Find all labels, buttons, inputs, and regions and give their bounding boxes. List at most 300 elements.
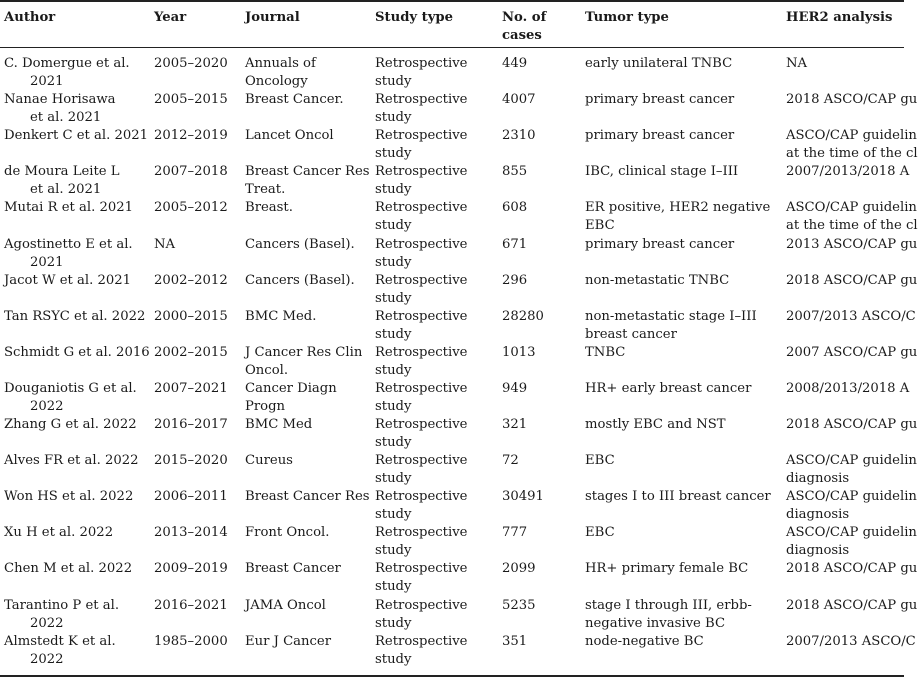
her2-analysis-cell-line: 2013 ASCO/CAP gu: [786, 236, 918, 252]
cases-cell-line: 671: [502, 236, 528, 252]
journal-cell: [245, 488, 370, 506]
her2-analysis-cell: [786, 199, 918, 235]
tumor-type-cell: [585, 91, 734, 109]
year-cell-line: 2015–2020: [154, 453, 228, 469]
cases-cell-line: 30491: [502, 489, 544, 505]
her2-analysis-cell: [786, 91, 917, 109]
tumor-type-cell-line: node-negative BC: [585, 633, 704, 649]
year-cell-line: 2005–2020: [154, 56, 228, 71]
journal-cell-line: Oncol.: [245, 362, 289, 378]
year-cell-line: 1985–2000: [154, 633, 228, 649]
study-type-cell-line: study: [375, 74, 412, 89]
cases-cell: [502, 633, 527, 651]
tumor-type-cell-line: stages I to III breast cancer: [585, 489, 771, 505]
study-type-cell-line: Retrospective: [375, 561, 468, 577]
study-type-cell: [375, 199, 467, 235]
her2-analysis-cell-line: at the time of the cl: [786, 218, 918, 234]
year-cell: [154, 560, 228, 578]
tumor-type-cell-line: mostly EBC and NST: [585, 417, 726, 432]
study-type-cell: [375, 236, 467, 272]
table-row: [0, 416, 918, 452]
author-cell-line: Almstedt K et al.: [4, 633, 116, 649]
year-cell-line: 2002–2012: [154, 272, 228, 288]
year-cell: [154, 199, 228, 217]
tumor-type-cell-line: primary breast cancer: [585, 128, 735, 144]
tumor-type-cell-line: non-metastatic stage I–III: [585, 308, 757, 324]
year-cell: [154, 344, 228, 362]
study-type-cell-line: Retrospective: [375, 164, 468, 180]
tumor-type-cell-line: breast cancer: [585, 326, 677, 342]
journal-cell: [245, 597, 326, 615]
year-cell: [154, 272, 228, 290]
year-cell-line: 2005–2015: [154, 92, 228, 108]
study-type-cell-line: Retrospective: [375, 128, 468, 144]
journal-cell-line: Breast Cancer: [245, 561, 341, 577]
table-row: [0, 308, 916, 344]
journal-cell-line: Cancer Diagn: [245, 380, 337, 396]
year-cell: [154, 163, 228, 181]
author-cell-line: Douganiotis G et al.: [4, 380, 137, 396]
author-cell: [4, 380, 137, 416]
tumor-type-cell: [585, 633, 704, 651]
journal-cell-line: Cancers (Basel).: [245, 272, 355, 288]
header-tumor-type: Tumor type: [585, 10, 669, 25]
her2-analysis-cell: [786, 524, 917, 560]
study-type-cell: [375, 597, 467, 633]
author-cell-line: Mutai R et al. 2021: [4, 200, 134, 216]
journal-cell-line: Annuals of: [245, 56, 316, 71]
study-type-cell-line: Retrospective: [375, 453, 468, 469]
cases-cell-line: 72: [502, 453, 519, 469]
journal-cell: [245, 633, 331, 651]
tumor-type-cell-line: TNBC: [585, 344, 626, 360]
her2-analysis-cell: [786, 163, 909, 181]
author-cell: [4, 452, 139, 470]
cases-cell: [502, 380, 527, 398]
journal-cell: [245, 55, 316, 91]
table-row: [0, 344, 918, 380]
journal-cell-line: Oncology: [245, 74, 308, 89]
her2-analysis-cell-line: 2007/2013 ASCO/C: [786, 308, 916, 324]
table-row: [0, 488, 917, 524]
author-cell: [4, 55, 130, 91]
journal-cell-line: BMC Med: [245, 417, 313, 432]
tumor-type-cell-line: negative invasive BC: [585, 615, 726, 631]
study-type-cell-line: study: [375, 471, 412, 487]
table-bottom-rule: [0, 675, 904, 677]
tumor-type-cell: [585, 127, 734, 145]
tumor-type-cell: [585, 308, 757, 344]
her2-analysis-cell-line: 2008/2013/2018 A: [786, 380, 910, 396]
her2-analysis-cell-line: at the time of the cl: [786, 146, 918, 162]
her2-analysis-cell: [786, 560, 917, 578]
header-year: Year: [154, 10, 187, 25]
study-type-cell-line: study: [375, 110, 412, 126]
study-type-cell-line: Retrospective: [375, 489, 468, 505]
study-type-cell: [375, 344, 467, 380]
author-cell-line: et al. 2021: [30, 182, 102, 198]
her2-analysis-cell: [786, 380, 909, 398]
cases-cell-line: 321: [502, 417, 528, 432]
study-type-cell-line: study: [375, 326, 412, 342]
author-cell-line: 2021: [30, 254, 64, 270]
author-cell-line: Zhang G et al. 2022: [4, 417, 137, 432]
journal-cell: [245, 524, 329, 542]
journal-cell: [245, 344, 362, 380]
year-cell: [154, 597, 228, 615]
cases-cell: [502, 272, 527, 290]
tumor-type-cell-line: EBC: [585, 525, 615, 541]
study-type-cell: [375, 380, 467, 416]
study-type-cell-line: Retrospective: [375, 633, 468, 649]
her2-analysis-cell-line: 2007 ASCO/CAP gu: [786, 344, 918, 360]
table-row: [0, 597, 918, 633]
year-cell-line: 2005–2012: [154, 200, 228, 216]
table-row: [0, 199, 918, 235]
table-row: [0, 272, 918, 308]
tumor-type-cell: [585, 55, 732, 73]
journal-cell: [245, 416, 312, 434]
study-type-cell: [375, 488, 467, 524]
year-cell-line: 2002–2015: [154, 344, 228, 360]
cases-cell-line: 1013: [502, 344, 536, 360]
study-type-cell-line: Retrospective: [375, 236, 468, 252]
author-cell: [4, 344, 150, 362]
author-cell: [4, 199, 133, 217]
her2-analysis-cell-line: ASCO/CAP guidelin: [786, 128, 917, 144]
year-cell: [154, 127, 228, 145]
tumor-type-cell: [585, 560, 748, 578]
study-type-cell: [375, 452, 467, 488]
journal-cell: [245, 127, 334, 145]
her2-analysis-cell-line: 2018 ASCO/CAP gu: [786, 561, 918, 577]
author-cell-line: 2022: [30, 398, 64, 414]
author-cell: [4, 560, 132, 578]
tumor-type-cell: [585, 272, 729, 290]
study-type-cell-line: study: [375, 254, 412, 270]
tumor-type-cell: [585, 597, 752, 633]
journal-cell: [245, 380, 337, 416]
year-cell: [154, 488, 228, 506]
cases-cell: [502, 416, 527, 434]
year-cell-line: 2013–2014: [154, 525, 228, 541]
table-row: [0, 633, 916, 669]
study-type-cell: [375, 524, 467, 560]
author-cell: [4, 236, 133, 272]
study-type-cell-line: Retrospective: [375, 344, 468, 360]
her2-analysis-cell-line: diagnosis: [786, 543, 850, 559]
table-row: [0, 236, 918, 272]
table-row: [0, 380, 910, 416]
study-type-cell-line: Retrospective: [375, 56, 468, 71]
her2-analysis-cell: [786, 452, 917, 488]
cases-cell-line: 351: [502, 633, 528, 649]
author-cell: [4, 127, 148, 145]
year-cell: [154, 633, 228, 651]
cases-cell: [502, 308, 544, 326]
study-type-cell: [375, 416, 467, 452]
author-cell-line: Tan RSYC et al. 2022: [4, 308, 146, 324]
study-type-cell: [375, 91, 467, 127]
author-cell: [4, 488, 133, 506]
author-cell: [4, 597, 119, 633]
author-cell: [4, 272, 131, 290]
study-type-cell-line: study: [375, 579, 412, 595]
her2-analysis-cell: [786, 597, 917, 615]
cases-cell-line: 855: [502, 164, 528, 180]
year-cell: [154, 236, 175, 254]
tumor-type-cell-line: ER positive, HER2 negative: [585, 200, 771, 216]
table-row: [0, 163, 910, 199]
her2-analysis-cell-line: diagnosis: [786, 471, 850, 487]
her2-analysis-cell: [786, 488, 917, 524]
journal-cell-line: BMC Med.: [245, 308, 317, 324]
cases-cell: [502, 91, 536, 109]
tumor-type-cell: [585, 236, 734, 254]
cases-cell-line: 949: [502, 380, 528, 396]
year-cell-line: 2016–2021: [154, 597, 228, 613]
author-cell: [4, 416, 137, 434]
her2-analysis-cell: [786, 236, 917, 254]
study-type-cell: [375, 272, 467, 308]
study-type-cell-line: study: [375, 362, 412, 378]
her2-analysis-cell: [786, 127, 918, 163]
table-top-rule: [0, 0, 904, 2]
tumor-type-cell: [585, 452, 615, 470]
her2-analysis-cell-line: 2018 ASCO/CAP gu: [786, 417, 918, 432]
year-cell-line: 2016–2017: [154, 417, 228, 432]
journal-cell: [245, 272, 355, 290]
study-type-cell-line: study: [375, 290, 412, 306]
table-row: [0, 524, 917, 560]
study-type-cell-line: Retrospective: [375, 380, 468, 396]
tumor-type-cell: [585, 163, 738, 181]
study-type-cell-line: study: [375, 146, 412, 162]
year-cell-line: 2009–2019: [154, 561, 228, 577]
study-type-cell: [375, 308, 467, 344]
table-row: [0, 560, 918, 596]
tumor-type-cell-line: EBC: [585, 218, 615, 234]
author-cell-line: Denkert C et al. 2021: [4, 128, 149, 144]
journal-cell-line: JAMA Oncol: [245, 597, 326, 613]
tumor-type-cell: [585, 488, 771, 506]
cases-cell: [502, 199, 527, 217]
her2-analysis-cell: [786, 272, 917, 290]
study-type-cell-line: Retrospective: [375, 200, 468, 216]
author-cell-line: Tarantino P et al.: [4, 597, 120, 613]
author-cell: [4, 308, 145, 326]
author-cell-line: Agostinetto E et al.: [4, 236, 133, 252]
journal-cell-line: Front Oncol.: [245, 525, 330, 541]
study-type-cell-line: Retrospective: [375, 92, 468, 108]
tumor-type-cell-line: primary breast cancer: [585, 236, 735, 252]
header-her2-analysis: HER2 analysis: [786, 10, 893, 25]
journal-cell-line: Breast.: [245, 200, 293, 216]
her2-analysis-cell: [786, 633, 916, 651]
journal-cell-line: Cancers (Basel).: [245, 236, 355, 252]
cases-cell-line: 296: [502, 272, 528, 288]
tumor-type-cell-line: EBC: [585, 453, 615, 469]
table-row: [0, 127, 918, 163]
her2-analysis-cell-line: ASCO/CAP guidelin: [786, 525, 917, 541]
cases-cell: [502, 127, 536, 145]
journal-cell: [245, 560, 341, 578]
author-cell: [4, 524, 113, 542]
tumor-type-cell: [585, 524, 615, 542]
her2-analysis-cell-line: ASCO/CAP guidelin: [786, 453, 917, 469]
journal-cell-line: Lancet Oncol: [245, 128, 334, 144]
author-cell: [4, 633, 116, 669]
her2-analysis-cell-line: NA: [786, 56, 808, 71]
tumor-type-cell: [585, 199, 770, 235]
tumor-type-cell-line: non-metastatic TNBC: [585, 272, 730, 288]
journal-cell-line: Progn: [245, 398, 286, 414]
author-cell-line: 2022: [30, 615, 64, 631]
cases-cell-line: 28280: [502, 308, 544, 324]
cases-cell: [502, 524, 527, 542]
study-type-cell: [375, 163, 467, 199]
cases-cell: [502, 560, 536, 578]
author-cell-line: Jacot W et al. 2021: [4, 272, 132, 288]
year-cell: [154, 416, 228, 434]
journal-cell-line: Eur J Cancer: [245, 633, 332, 649]
tumor-type-cell: [585, 344, 625, 362]
author-cell-line: Schmidt G et al. 2016: [4, 344, 150, 360]
author-cell: [4, 91, 116, 127]
her2-analysis-cell-line: 2007/2013 ASCO/C: [786, 633, 916, 649]
her2-analysis-cell: [786, 308, 916, 326]
journal-cell-line: J Cancer Res Clin: [245, 344, 363, 360]
study-type-cell-line: study: [375, 615, 412, 631]
author-cell: [4, 163, 120, 199]
her2-analysis-cell-line: ASCO/CAP guidelin: [786, 489, 917, 505]
tumor-type-cell-line: primary breast cancer: [585, 92, 735, 108]
journal-cell: [245, 452, 293, 470]
cases-cell-line: 777: [502, 525, 528, 541]
study-type-cell-line: study: [375, 218, 412, 234]
cases-cell: [502, 55, 527, 73]
table-row: [0, 91, 918, 127]
author-cell-line: Won HS et al. 2022: [4, 489, 134, 505]
year-cell: [154, 91, 228, 109]
tumor-type-cell-line: HR+ early breast cancer: [585, 380, 752, 396]
cases-cell-line: 2310: [502, 128, 536, 144]
tumor-type-cell-line: early unilateral TNBC: [585, 56, 733, 71]
table-row: [0, 55, 904, 91]
journal-cell: [245, 236, 355, 254]
cases-cell-line: 608: [502, 200, 528, 216]
study-type-cell-line: Retrospective: [375, 272, 468, 288]
author-cell-line: Xu H et al. 2022: [4, 525, 114, 541]
study-type-cell-line: study: [375, 182, 412, 198]
journal-cell: [245, 91, 344, 109]
header-rule: [0, 47, 904, 48]
tumor-type-cell-line: IBC, clinical stage I–III: [585, 164, 739, 180]
cases-cell-line: 2099: [502, 561, 536, 577]
tumor-type-cell-line: HR+ primary female BC: [585, 561, 749, 577]
cases-cell-line: 449: [502, 56, 528, 71]
cases-cell: [502, 163, 527, 181]
author-cell-line: 2021: [30, 74, 64, 89]
cases-cell: [502, 344, 536, 362]
author-cell-line: 2022: [30, 651, 64, 667]
her2-analysis-cell-line: 2018 ASCO/CAP gu: [786, 92, 918, 108]
study-type-cell: [375, 55, 467, 91]
year-cell-line: 2007–2018: [154, 164, 228, 180]
study-type-cell-line: Retrospective: [375, 525, 468, 541]
cases-cell-line: 5235: [502, 597, 536, 613]
her2-analysis-cell-line: 2018 ASCO/CAP gu: [786, 272, 918, 288]
year-cell: [154, 524, 228, 542]
author-cell-line: de Moura Leite L: [4, 164, 120, 180]
year-cell-line: 2006–2011: [154, 489, 228, 505]
journal-cell: [245, 199, 293, 217]
her2-analysis-cell-line: diagnosis: [786, 507, 850, 523]
study-type-cell-line: study: [375, 651, 412, 667]
journal-cell-line: Treat.: [245, 182, 286, 198]
tumor-type-cell: [585, 380, 751, 398]
study-type-cell: [375, 127, 467, 163]
header-journal: Journal: [245, 10, 300, 25]
author-cell-line: Nanae Horisawa: [4, 92, 116, 108]
journal-cell: [245, 163, 370, 199]
her2-analysis-cell-line: ASCO/CAP guidelin: [786, 200, 917, 216]
study-type-cell-line: Retrospective: [375, 308, 468, 324]
journal-cell-line: Breast Cancer Res: [245, 164, 370, 180]
journal-cell-line: Cureus: [245, 453, 293, 469]
study-type-cell-line: Retrospective: [375, 597, 468, 613]
study-type-cell: [375, 633, 467, 669]
year-cell-line: 2000–2015: [154, 308, 228, 324]
study-type-cell-line: study: [375, 507, 412, 523]
her2-analysis-cell: [786, 416, 917, 434]
cases-cell-line: 4007: [502, 92, 536, 108]
year-cell: [154, 380, 228, 398]
cases-cell: [502, 488, 544, 506]
author-cell-line: et al. 2021: [30, 110, 102, 126]
study-type-cell-line: Retrospective: [375, 417, 468, 432]
year-cell-line: 2012–2019: [154, 128, 228, 144]
her2-analysis-cell-line: 2018 ASCO/CAP gu: [786, 597, 918, 613]
table-row: [0, 452, 917, 488]
tumor-type-cell: [585, 416, 726, 434]
year-cell-line: 2007–2021: [154, 380, 228, 396]
header-author: Author: [4, 10, 56, 25]
year-cell: [154, 308, 228, 326]
journal-cell: [245, 308, 316, 326]
study-type-cell-line: study: [375, 398, 412, 414]
her2-analysis-cell-line: 2007/2013/2018 A: [786, 164, 910, 180]
journal-cell-line: Breast Cancer.: [245, 92, 344, 108]
author-cell-line: C. Domergue et al.: [4, 56, 130, 71]
year-cell-line: NA: [154, 236, 176, 252]
tumor-type-cell-line: stage I through III, erbb-: [585, 597, 752, 613]
study-type-cell-line: study: [375, 435, 412, 450]
header-study-type: Study type: [375, 10, 454, 25]
cases-cell: [502, 236, 527, 254]
author-cell-line: Chen M et al. 2022: [4, 561, 133, 577]
journal-cell-line: Breast Cancer Res: [245, 489, 370, 505]
her2-analysis-cell: [786, 344, 917, 362]
year-cell: [154, 55, 228, 73]
cases-cell: [502, 452, 519, 470]
header-no-of-cases: No. of cases: [502, 10, 547, 43]
study-type-cell-line: study: [375, 543, 412, 559]
study-type-cell: [375, 560, 467, 596]
author-cell-line: Alves FR et al. 2022: [4, 453, 139, 469]
cases-cell: [502, 597, 536, 615]
her2-analysis-cell: [786, 55, 807, 73]
